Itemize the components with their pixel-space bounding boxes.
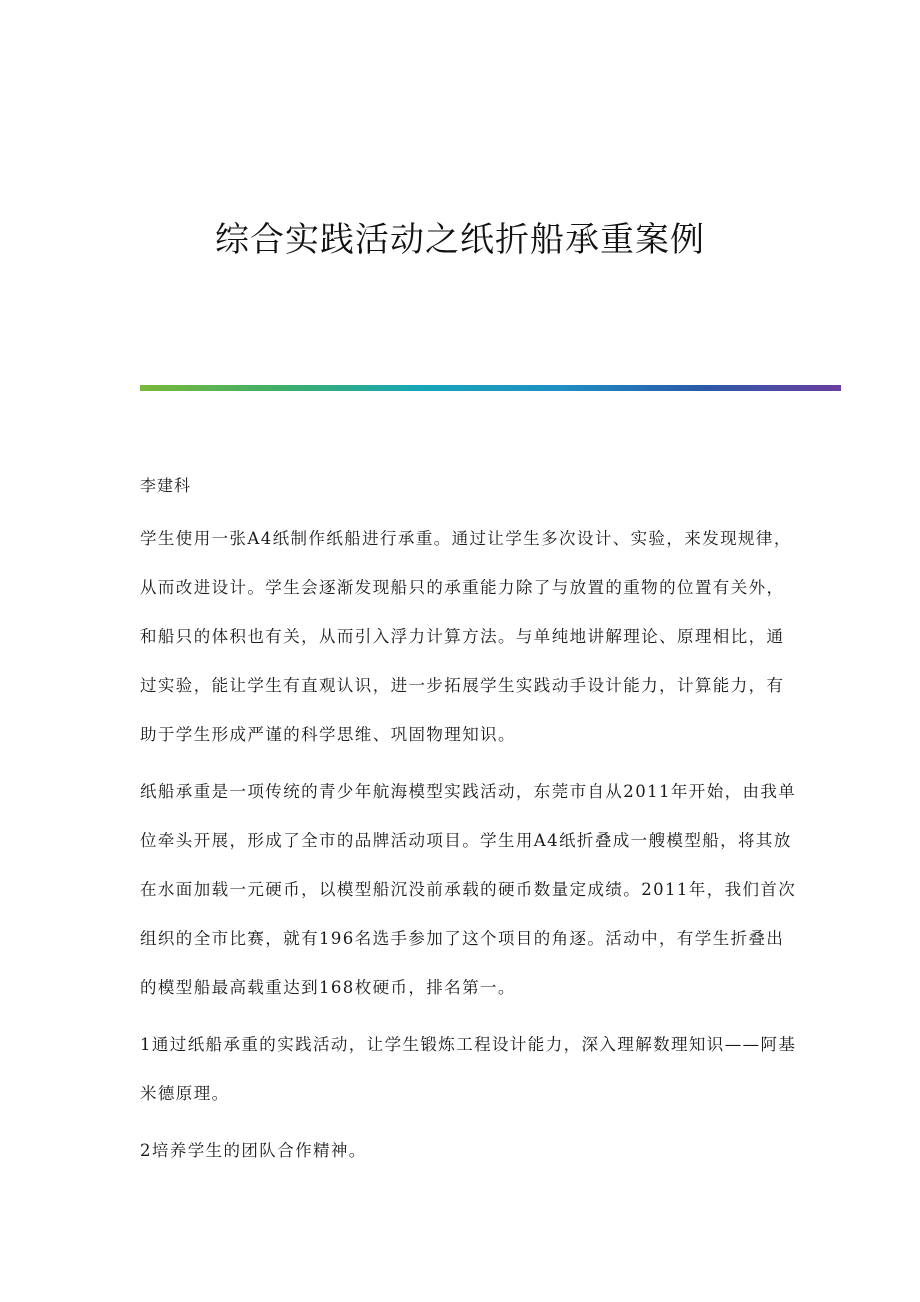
title-divider: [140, 385, 841, 391]
document-title: 综合实践活动之纸折船承重案例: [215, 220, 705, 260]
paragraph-2: 纸船承重是一项传统的青少年航海模型实践活动，东莞市自从2011年开始，由我单位牵头开展，形成了全市的品牌活动项目。学生用A4纸折叠成一艘模型船，将其放在水面加载一元硬币，以模型船沉没前承载的硬币数量定成绩。2011年，我们首次组织的全市比赛，就有196名选手参加了这个项目的角逐。活动中，有学生折叠出的模型船最高载重达到168枚硬币，排名第一。: [140, 782, 797, 997]
paragraph-1: 学生使用一张A4纸制作纸船进行承重。通过让学生多次设计、实验，来发现规律，从而改进设计。学生会逐渐发现船只的承重能力除了与放置的重物的位置有关外，和船只的体积也有关，从而引入浮力计算方法。与单纯地讲解理论、原理相比，通过实验，能让学生有直观认识，进一步拓展学生实践动手设计能力，计算能力，有助于学生形成严谨的科学思维、巩固物理知识。: [140, 529, 792, 744]
author-name: 李建科: [140, 476, 192, 495]
paragraph-3: 1通过纸船承重的实践活动，让学生锻炼工程设计能力，深入理解数理知识——阿基米德原理。: [140, 1035, 797, 1103]
paragraph-4: 2培养学生的团队合作精神。: [140, 1141, 367, 1160]
document-body: [140, 470, 800, 1175]
